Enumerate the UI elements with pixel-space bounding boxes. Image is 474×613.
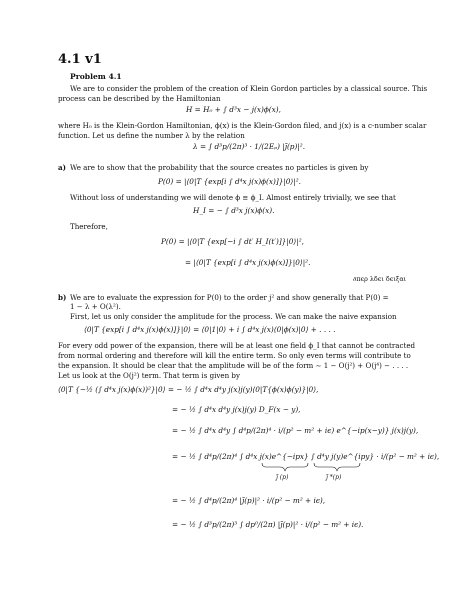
equation-p0-step-1: P(0) = |⟨0|T {exp[−i ∫ dt′ H_I(t′)]}|0⟩|², [161,237,304,246]
derivation-line-3: = − ½ ∫ d⁴x d⁴y ∫ d⁴p/(2π)⁴ · i/(p² − m² + iϵ) e^{−ip(x−y)} j(x)j(y), [172,426,419,435]
part-b-label: b) [58,293,67,302]
underbrace-label-2: j̃ *(p) [326,474,342,481]
problem-heading: Problem 4.1 [70,72,122,81]
underbrace-label-1: j̃ (p) [276,474,289,481]
intro-line-2: process can be described by the Hamiltonian [58,94,221,103]
part-a-label: a) [58,163,66,172]
part-b-line-2: 1 − λ + O(λ²). [70,302,121,311]
equation-expansion: ⟨0|T {exp[i ∫ d⁴x j(x)ϕ(x)]}|0⟩ = ⟨0|1|0⟩ + i ∫ d⁴x j(x)⟨0|ϕ(x)|0⟩ + . . . . [84,325,336,334]
intro-line-1: We are to consider the problem of the creation of Klein Gordon particles by a classical source. This [70,84,428,93]
part-b-line-3: First, let us only consider the amplitude for the process. We can make the naive expansion [70,312,397,321]
part-a-line-2: Without loss of understanding we will denote ϕ ≡ ϕ_I. Almost entirely trivially, we see that [70,193,396,202]
part-b-line-1: We are to evaluate the expression for P(0) to the order j² and show generally that P(0) = [70,293,389,302]
derivation-line-6: = − ½ ∫ d³p/(2π)³ ∫ dp⁰/(2π) |j̃(p)|² · i/(p² − m² + iϵ). [172,520,364,529]
underbrace-2 [314,463,360,471]
equation-hi: H_I = − ∫ d³x j(x)ϕ(x). [193,206,275,215]
paragraph-line-3: the expansion. It should be clear that the amplitude will be of the form ∼ 1 − O(j²) + O(j⁴) − . . . . [58,361,409,370]
derivation-line-2: = − ½ ∫ d⁴x d⁴y j(x)j(y) D_F(x − y), [172,405,301,414]
equation-hamiltonian: H = H₀ + ∫ d³x − j(x)ϕ(x), [186,105,281,114]
section-heading: 4.1 v1 [58,52,102,67]
underbrace-1 [262,463,308,471]
equation-p0-step-2: = |⟨0|T {exp[i ∫ d⁴x j(x)ϕ(x)]}|0⟩|². [185,258,311,267]
paragraph-line-1: For every odd power of the expansion, there will be at least one field ϕ_I that cannot be contracted [58,341,416,350]
description-line-1: where H₀ is the Klein-Gordon Hamiltonian, ϕ(x) is the Klein-Gordon filed, and j(x) is a c-number scalar [58,121,427,130]
derivation-line-4: = − ½ ∫ d⁴p/(2π)⁴ ∫ d⁴x j(x)e^{−ipx} ∫ d⁴y j(y)e^{ipy} · i/(p² − m² + iϵ), [172,452,440,461]
qed-mark: ∂πϵρ λδϵι δϵιξαι [353,275,407,283]
derivation-line-1: ⟨0|T {−½ (∫ d⁴x j(x)ϕ(x))²}|0⟩ = − ½ ∫ d⁴x d⁴y j(x)j(y)⟨0|T{ϕ(x)ϕ(y)}|0⟩, [58,385,319,394]
equation-p0: P(0) = |⟨0|T {exp[i ∫ d⁴x j(x)ϕ(x)]}|0⟩|². [158,177,301,186]
part-a-line-1: We are to show that the probability that the source creates no particles is given by [70,163,369,172]
description-line-2: function. Let us define the number λ by the relation [58,131,245,140]
paragraph-line-4: Let us look at the O(j²) term. That term is given by [58,371,240,380]
equation-lambda: λ = ∫ d³p/(2π)³ · 1/(2Eₚ) |j̃(p)|². [193,142,306,151]
paragraph-line-2: from normal ordering and therefore will kill the entire term. So only even terms will contribute to [58,351,411,360]
therefore-text: Therefore, [70,222,108,231]
derivation-line-5: = − ½ ∫ d⁴p/(2π)⁴ |j̃(p)|² · i/(p² − m² + iϵ), [172,496,326,505]
